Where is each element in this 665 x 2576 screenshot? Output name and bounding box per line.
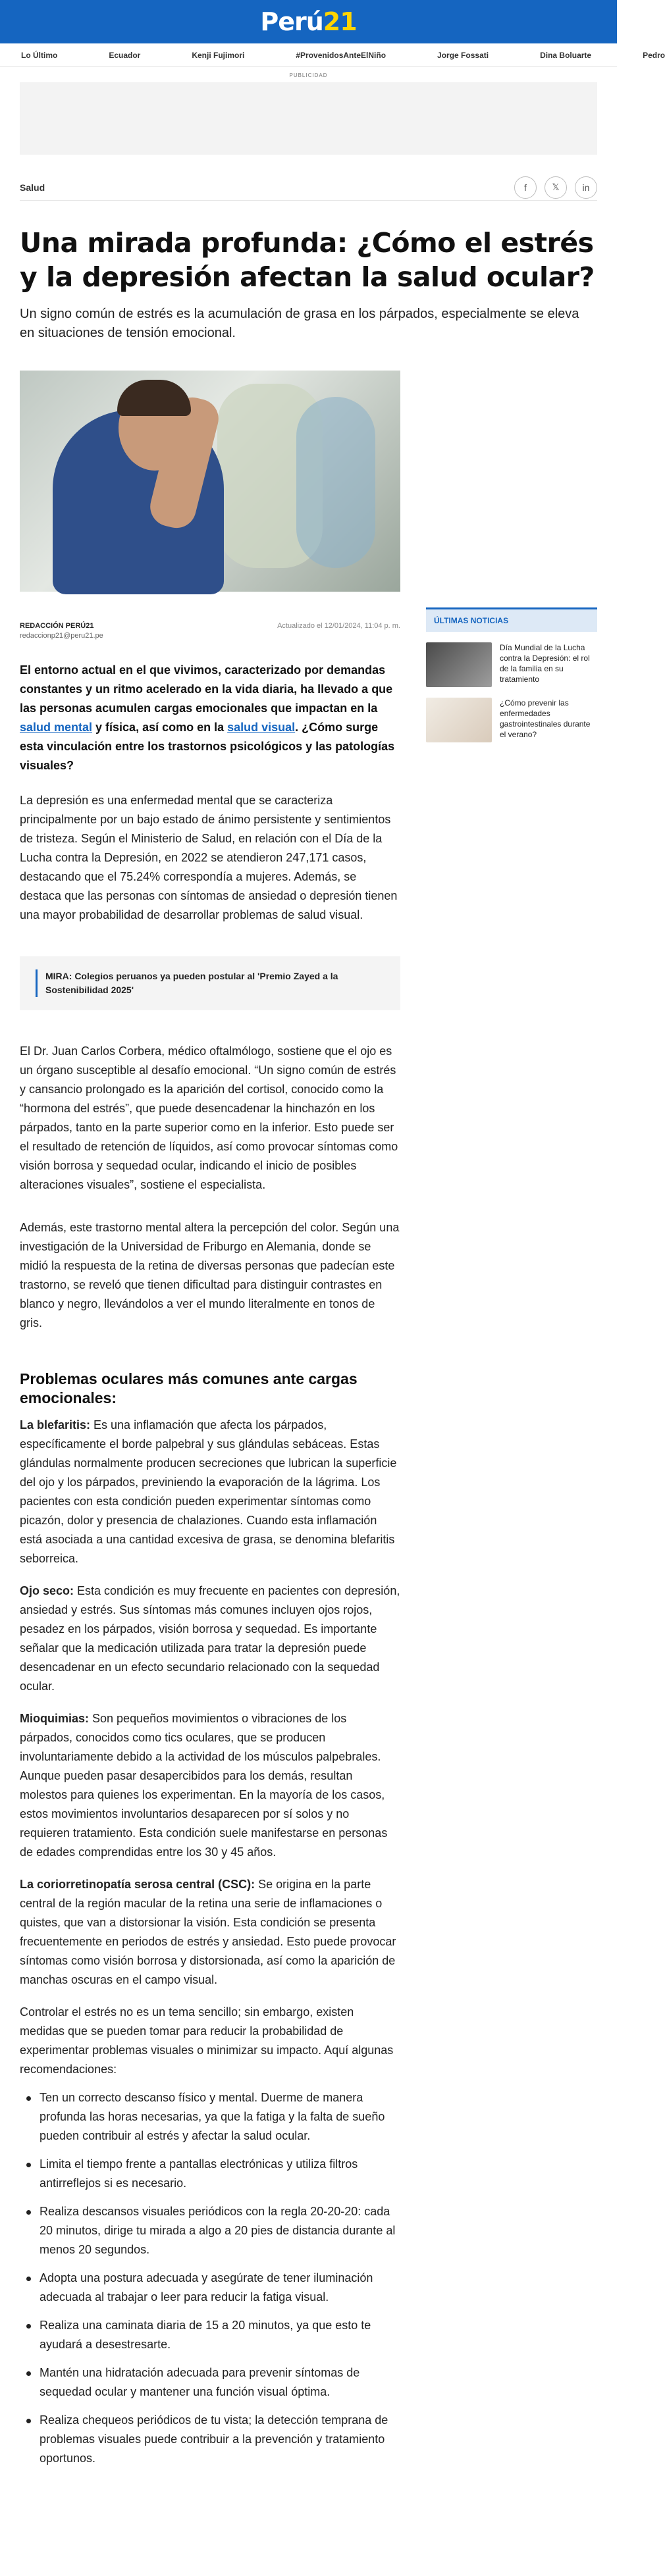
- nav-item[interactable]: Dina Boluarte: [540, 50, 592, 60]
- news-thumbnail[interactable]: [426, 698, 492, 742]
- main-nav: [0, 43, 665, 67]
- linkedin-icon[interactable]: in: [575, 176, 597, 199]
- list-item: Ten un correcto descanso físico y mental. Duerme de manera profunda las horas necesarias, ya que la fatiga y la falta de sueño pueden contribuir al estrés y afectar la salud ocular.: [20, 2088, 400, 2146]
- list-item: Limita el tiempo frente a pantallas electrónicas y utiliza filtros antirreflejos si es necesario.: [20, 2155, 400, 2193]
- site-logo[interactable]: Perú21: [260, 7, 357, 36]
- updated-date: Actualizado el 12/01/2024, 11:04 p. m.: [277, 622, 400, 630]
- problem-item: Ojo seco: Esta condición es muy frecuente en pacientes con depresión, ansiedad y estrés. Sus síntomas más comunes incluyen ojos rojos, pesadez en los párpados, visión borrosa y sequedad. Es importante señalar que la medicación utilizada para tratar la depresión puede desencadenar en un efecto secundario relacionado con la sequedad ocular.: [20, 1584, 400, 1693]
- top-bar: [0, 0, 617, 43]
- list-item: Realiza descansos visuales periódicos con la regla 20-20-20: cada 20 minutos, dirige tu mirada a algo a 20 pies de distancia durante al menos 20 segundos.: [20, 2202, 400, 2259]
- paragraph: Controlar el estrés no es un tema sencillo; sin embargo, existen medidas que se pueden tomar para reducir la probabilidad de experimentar problemas visuales o minimizar su impacto. Aquí algunas recomendaciones:: [20, 2005, 394, 2076]
- share-buttons: [514, 176, 597, 199]
- nav-item[interactable]: Kenji Fujimori: [192, 50, 245, 60]
- salud-visual-link[interactable]: salud visual: [227, 721, 296, 734]
- site-header: [0, 0, 665, 155]
- news-title[interactable]: ¿Cómo prevenir las enfermedades gastrointestinales durante el verano?: [500, 698, 591, 739]
- list-item: Realiza una caminata diaria de 15 a 20 minutos, ya que esto te ayudará a desestresarte.: [20, 2316, 400, 2354]
- ad-label: PUBLICIDAD: [289, 72, 328, 78]
- nav-item[interactable]: Jorge Fossati: [437, 50, 489, 60]
- list-item: Adopta una postura adecuada y asegúrate de tener iluminación adecuada al trabajar o leer para reducir la fatiga visual.: [20, 2269, 400, 2307]
- news-title[interactable]: Día Mundial de la Lucha contra la Depresión: el rol de la familia en su tratamiento: [500, 643, 590, 684]
- article-title: Una mirada profunda: ¿Cómo el estrés y la depresión afectan la salud ocular?: [20, 227, 595, 293]
- latest-news-heading: ÚLTIMAS NOTICIAS: [426, 607, 597, 632]
- related-link[interactable]: MIRA: Colegios peruanos ya pueden postular al 'Premio Zayed a la Sostenibilidad 2025': [36, 969, 385, 997]
- related-box: [20, 956, 400, 1010]
- section-label[interactable]: Salud: [20, 182, 45, 193]
- news-item[interactable]: [426, 642, 597, 687]
- salud-mental-link[interactable]: salud mental: [20, 721, 93, 734]
- problem-item: La blefaritis: Es una inflamación que afecta los párpados, específicamente el borde palpebral y sus glándulas sebáceas. Estas glándulas normalmente producen secreciones que lubrican la superficie del ojo y los párpados, previniendo la evaporación de la lágrima. Los pacientes con esta condición pueden experimentar síntomas como picazón, dolor y presencia de chalaziones. Cuando esta inflamación está asociada a una cantidad excesiva de grasa, se denomina blefaritis seborreica.: [20, 1418, 397, 1565]
- hero-image: [20, 371, 400, 592]
- nav-item[interactable]: Ecuador: [109, 50, 141, 60]
- section-bar: [20, 174, 597, 201]
- nav-item[interactable]: #ProvenidosAnteElNiño: [296, 50, 386, 60]
- paragraph: La depresión es una enfermedad mental que se caracteriza principalmente por un bajo estado de ánimo persistente y sentimientos de tristeza. Según el Ministerio de Salud, en relación con el Día de la Lucha contra la Depresión, en 2022 se atendieron 247,171 casos, destacando que el 75.24% correspondía a mujeres. Además, se destaca que las personas con síntomas de ansiedad o depresión tienen una mayor probabilidad de desarrollar problemas de salud visual.: [20, 794, 398, 921]
- section-heading: Problemas oculares más comunes ante cargas emocionales:: [20, 1370, 358, 1406]
- list-item: Realiza chequeos periódicos de tu vista; la detección temprana de problemas visuales puede contribuir a la prevención y tratamiento oportunos.: [20, 2411, 400, 2468]
- author-email: redaccionp21@peru21.pe: [20, 632, 103, 640]
- x-twitter-icon[interactable]: 𝕏: [545, 176, 567, 199]
- nav-item[interactable]: Lo Último: [21, 50, 58, 60]
- ad-banner[interactable]: [20, 82, 597, 155]
- article-body: [20, 371, 400, 2468]
- article-meta: [20, 622, 400, 640]
- paragraph: El Dr. Juan Carlos Corbera, médico oftalmólogo, sostiene que el ojo es un órgano susceptible al desafío emocional. “Un signo común de estrés y cansancio prolongado es la aparición del cortisol, conocido como la “hormona del estrés”, que puede desencadenar la hinchazón en los párpados, tanto en la parte superior como en la inferior. Esto puede ser el resultado de retención de líquidos, así como provocar síntomas como visión borrosa y sequedad ocular, indicando el inicio de posibles alteraciones visuales”, sostiene el especialista.: [20, 1044, 398, 1191]
- paragraph: Además, este trastorno mental altera la percepción del color. Según una investigación de la Universidad de Friburgo en Alemania, donde se midió la respuesta de la retina de diversas personas que padecían este trastorno, se reveló que tienen dificultad para distinguir contrastes en blanco y negro, llevándolos a ver el mundo literalmente en tonos de gris.: [20, 1221, 400, 1329]
- author-name[interactable]: REDACCIÓN PERÚ21: [20, 622, 94, 630]
- facebook-icon[interactable]: f: [514, 176, 537, 199]
- news-item[interactable]: [426, 698, 597, 742]
- latest-news: [426, 607, 597, 742]
- sidebar: [426, 371, 597, 2468]
- problem-item: La coriorretinopatía serosa central (CSC): Se origina en la parte central de la región macular de la retina una serie de inflamaciones o quistes, que van a distorsionar la visión. Esta condición se presenta frecuentemente en periodos de estrés y ansiedad. Esto puede provocar síntomas como visión borrosa y distorsionada, así como la aparición de manchas oscuras en el campo visual.: [20, 1878, 396, 1986]
- news-thumbnail[interactable]: [426, 642, 492, 687]
- content-area: [20, 371, 597, 2468]
- lead-paragraph: El entorno actual en el que vivimos, caracterizado por demandas constantes y un ritmo acelerado en la vida diaria, ha llevado a que las personas acumulen cargas emocionales que impactan en la salud mental y física, así como en la salud visual. ¿Cómo surge esta vinculación entre los trastornos psicológicos y las patologías visuales?: [20, 663, 395, 772]
- recommendations-list: [20, 2088, 400, 2468]
- nav-item[interactable]: Pedro: [643, 50, 665, 60]
- article-subtitle: Un signo común de estrés es la acumulación de grasa en los párpados, especialmente se eleva en situaciones de tensión emocional.: [20, 307, 579, 340]
- problem-item: Mioquimias: Son pequeños movimientos o vibraciones de los párpados, conocidos como tics oculares, que se producen involuntariamente debido a la actividad de los músculos palpebrales. Aunque pueden pasar desapercibidos para los demás, resultan molestos para quienes los experimentan. En la mayoría de los casos, estos movimientos involuntarios desaparecen por sí solos y no requieren tratamiento. Esta condición suele manifestarse en personas de edades comprendidas entre los 30 y 45 años.: [20, 1712, 388, 1859]
- list-item: Mantén una hidratación adecuada para prevenir síntomas de sequedad ocular y mantener una función visual óptima.: [20, 2363, 400, 2402]
